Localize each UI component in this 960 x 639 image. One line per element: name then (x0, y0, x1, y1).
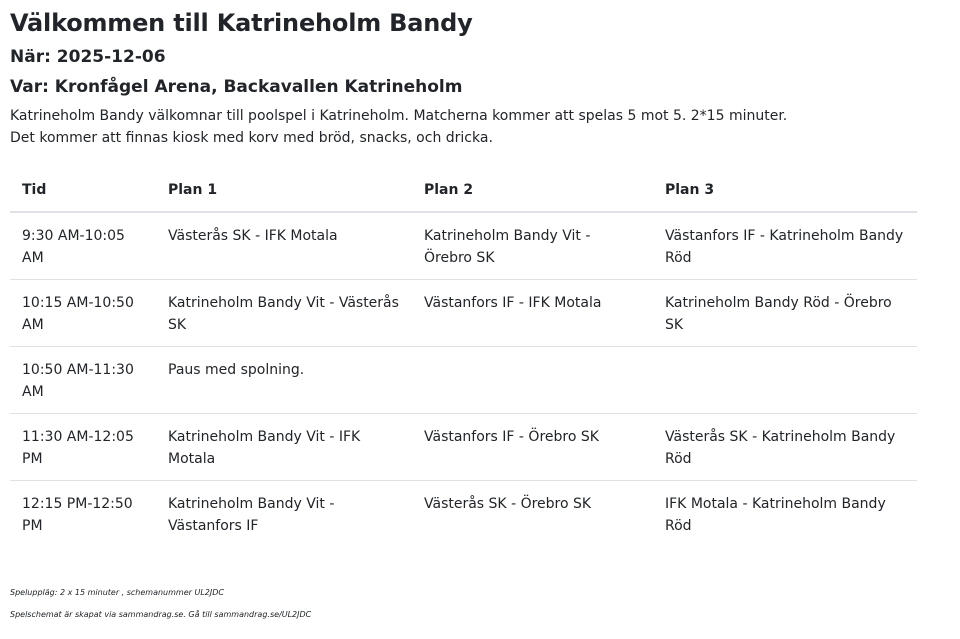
cell-plan-1: Katrineholm Bandy Vit - Västerås SK (156, 280, 412, 347)
cell-plan-2: Västanfors IF - IFK Motala (412, 280, 653, 347)
intro-line-1: Katrineholm Bandy välkomnar till poolspel i Katrineholm. Matcherna kommer att spelas 5 mot 5. 2*15 minuter. (10, 108, 788, 124)
cell-plan-3: Västanfors IF - Katrineholm Bandy Röd (653, 212, 917, 280)
footer-source-note: Spelschemat är skapat via sammandrag.se. Gå till sammandrag.se/UL2JDC (10, 610, 312, 619)
intro-text (10, 105, 950, 149)
cell-plan-1: Katrineholm Bandy Vit - Västanfors IF (168, 496, 335, 534)
schedule-header-row (10, 168, 917, 212)
event-location: Var: Kronfågel Arena, Backavallen Katrineholm (10, 77, 463, 97)
cell-plan-3 (653, 347, 917, 414)
schedule-table (10, 168, 917, 547)
cell-plan-3: Västerås SK - Katrineholm Bandy Röd (653, 414, 917, 481)
intro-line-2: Det kommer att finnas kiosk med korv med bröd, snacks, och dricka. (10, 130, 493, 146)
event-date: När: 2025-12-06 (10, 47, 166, 67)
cell-plan-2: Västerås SK - Örebro SK (424, 496, 592, 512)
cell-time: 9:30 AM-10:05 AM (10, 212, 156, 280)
header-plan-3: Plan 3 (653, 168, 917, 212)
page-content (10, 6, 950, 547)
cell-plan-3: Katrineholm Bandy Röd - Örebro SK (653, 280, 917, 347)
cell-time: 12:15 PM-12:50 PM (22, 496, 133, 534)
cell-plan-1: Västerås SK - IFK Motala (156, 212, 412, 280)
header-plan-2: Plan 2 (412, 168, 653, 212)
header-plan-1: Plan 1 (156, 168, 412, 212)
table-row (10, 414, 917, 481)
cell-plan-2: Västanfors IF - Örebro SK (412, 414, 653, 481)
cell-plan-1: Katrineholm Bandy Vit - IFK Motala (156, 414, 412, 481)
table-row (10, 212, 917, 280)
cell-plan-1: Paus med spolning. (156, 347, 412, 414)
table-row (10, 347, 917, 414)
cell-plan-3: IFK Motala - Katrineholm Bandy Röd (665, 496, 886, 534)
cell-time: 10:50 AM-11:30 AM (10, 347, 156, 414)
page-title: Välkommen till Katrineholm Bandy (10, 9, 473, 37)
cell-plan-2 (412, 347, 653, 414)
table-row (10, 481, 917, 548)
cell-time: 10:15 AM-10:50 AM (10, 280, 156, 347)
footer-schedule-info: Speluppläg: 2 x 15 minuter , schemanummer UL2JDC (10, 588, 224, 597)
header-tid: Tid (10, 168, 156, 212)
cell-time: 11:30 AM-12:05 PM (10, 414, 156, 481)
cell-plan-2: Katrineholm Bandy Vit - Örebro SK (412, 212, 653, 280)
table-row (10, 280, 917, 347)
